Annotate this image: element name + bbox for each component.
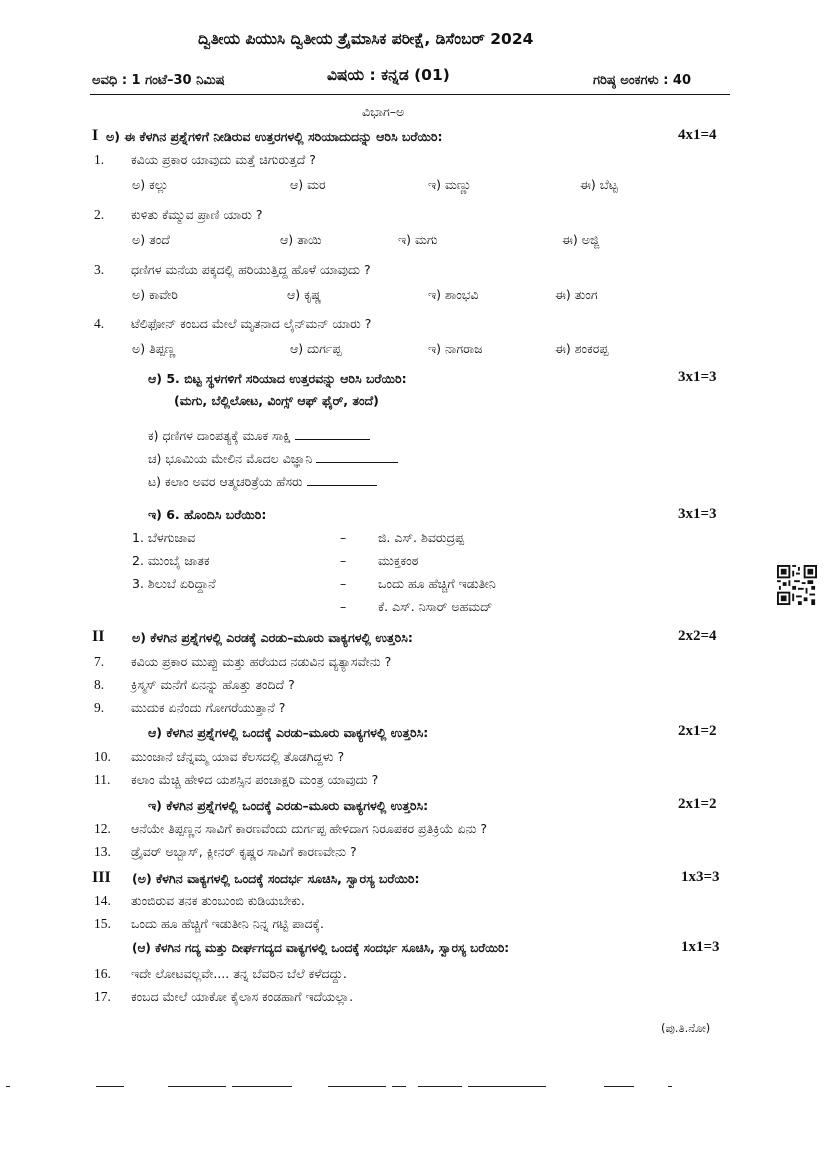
answer-blank (316, 461, 398, 463)
q3-part-a-marks: 1x3=3 (681, 869, 720, 885)
q1-marks: 4x1=4 (678, 127, 717, 143)
question-number: 11. (94, 772, 111, 787)
option-c: ಇ) ನಾಗರಾಜ (428, 341, 483, 356)
option-d: ಈ) ತುಂಗ (555, 287, 598, 302)
question-number: 3. (94, 262, 105, 277)
q3-part-b-marks: 1x1=3 (681, 939, 720, 955)
match-right-item: ಮುಕ್ತಕಂಠ (378, 553, 419, 568)
q3-part-a-instruction: (ಅ) ಕೆಳಗಿನ ವಾಕ್ಯಗಳಲ್ಲಿ ಒಂದಕ್ಕೆ ಸಂದರ್ಭ ಸೂಚಿಸಿ, ಸ್ವಾರಸ್ಯ ಬರೆಯಿರಿ: (132, 871, 420, 886)
q2-roman: II (92, 628, 105, 645)
option-c: ಇ) ಮಣ್ಣು (428, 177, 472, 192)
question-text: ಕವಿಯ ಪ್ರಕಾರ ಯಾವುದು ಮತ್ತೆ ಚಿಗುರುತ್ತದೆ ? (131, 152, 316, 167)
question-text: ಟೆಲಿಫೋನ್ ಕಂಬದ ಮೇಲೆ ಮೃತನಾದ ಲೈನ್‌ಮನ್ ಯಾರು ? (131, 316, 372, 331)
question-number: 15. (94, 916, 111, 931)
question-text: ಕಲಾಂ ಮೆಚ್ಚಿ ಹೇಳಿದ ಯಶಸ್ಸಿನ ಪಂಚಾಕ್ಷರಿ ಮಂತ್ರ ಯಾವುದು ? (131, 772, 379, 787)
match-right-item: ಒಂದು ಹೂ ಹೆಚ್ಚಿಗೆ ಇಡುತೀನಿ (378, 576, 496, 591)
header-divider (90, 94, 730, 95)
scan-mark (604, 1086, 634, 1087)
question-number: 10. (94, 749, 111, 764)
question-text: ಮುದುಕ ಏನೆಂದು ಗೋಗರೆಯುತ್ತಾನೆ ? (131, 700, 286, 715)
match-marks: 3x1=3 (678, 506, 717, 522)
qr-code (777, 565, 817, 605)
option-b: ಆ) ಕೃಷ್ಣ (287, 287, 322, 302)
fill-item-text: ಟ) ಕಲಾಂ ಅವರ ಆತ್ಮಚರಿತ್ರೆಯ ಹೆಸರು (148, 474, 303, 489)
question-number: 8. (94, 677, 105, 692)
match-dash: – (340, 576, 347, 591)
answer-blank (307, 484, 377, 486)
match-instruction: ಇ) 6. ಹೊಂದಿಸಿ ಬರೆಯಿರಿ: (148, 507, 267, 522)
fill-item (148, 474, 377, 490)
option-b: ಆ) ತಾಯಿ (280, 232, 322, 247)
match-left-item: 2. ಮುಂಬೈ ಜಾತಕ (132, 553, 210, 568)
q1-roman: I (92, 127, 99, 144)
option-a: ಅ) ತಿಪ್ಪಣ್ಣ (132, 341, 176, 356)
question-number: 16. (94, 966, 111, 981)
question-number: 9. (94, 700, 105, 715)
exam-title: ದ್ವಿತೀಯ ಪಿಯುಸಿ ದ್ವಿತೀಯ ತ್ರೈಮಾಸಿಕ ಪರೀಕ್ಷೆ, ಡಿಸೆಂಬರ್ 2024 (198, 30, 534, 48)
option-d: ಈ) ಬೆಟ್ಟ (580, 177, 618, 192)
question-text: ಇದೇ ಲೋಟವಲ್ಲವೇ.... ತನ್ನ ಬೆವರಿನ ಬೆಲೆ ಕಳೆದದ್ದು. (131, 966, 347, 981)
fill-instruction: ಆ) 5. ಬಿಟ್ಟ ಸ್ಥಳಗಳಿಗೆ ಸರಿಯಾದ ಉತ್ತರವನ್ನು ಆರಿಸಿ ಬರೆಯಿರಿ: (148, 371, 407, 386)
question-text: ಕುಳಿತು ಕೆಮ್ಮುವ ಪ್ರಾಣಿ ಯಾರು ? (131, 207, 263, 222)
answer-blank (295, 438, 370, 440)
q1-instruction: ಅ) ಈ ಕೆಳಗಿನ ಪ್ರಶ್ನೆಗಳಿಗೆ ನೀಡಿರುವ ಉತ್ತರಗಳಲ್ಲಿ ಸರಿಯಾದುದನ್ನು ಆರಿಸಿ ಬರೆಯಿರಿ: (106, 129, 443, 144)
subject-label: ವಿಷಯ : ಕನ್ನಡ (01) (327, 66, 450, 84)
match-dash: – (340, 530, 347, 545)
option-b: ಆ) ಮರ (290, 177, 326, 192)
scan-mark (418, 1086, 462, 1087)
question-text: ಮುಂಜಾನೆ ಚೆನ್ನಮ್ಮ ಯಾವ ಕೆಲಸದಲ್ಲಿ ತೊಡಗಿದ್ದಳು ? (131, 749, 345, 764)
duration-label: ಅವಧಿ : 1 ಗಂಟೆ–30 ನಿಮಿಷ (92, 73, 225, 88)
option-a: ಅ) ಕಾವೇರಿ (132, 287, 178, 302)
fill-choices: (ಮಗು, ಬೆಲ್ಲಿಲೋಟ, ವಿಂಗ್ಸ್ ಆಫ್ ಫೈರ್, ತಂದೆ) (174, 393, 379, 408)
max-marks-label: ಗರಿಷ್ಠ ಅಂಕಗಳು : 40 (593, 73, 692, 88)
fill-marks: 3x1=3 (678, 369, 717, 385)
question-text: ಒಂದು ಹೂ ಹೆಚ್ಚಿಗೆ ಇಡುತೀನಿ ನಿನ್ನ ಗಟ್ಟಿ ಪಾದಕ್ಕೆ. (131, 916, 324, 931)
q2-part-a-marks: 2x2=4 (678, 628, 717, 644)
question-text: ಧಣಿಗಳ ಮನೆಯ ಪಕ್ಕದಲ್ಲಿ ಹರಿಯುತ್ತಿದ್ದ ಹೊಳೆ ಯಾವುದು ? (131, 262, 371, 277)
q2-part-b-instruction: ಆ) ಕೆಳಗಿನ ಪ್ರಶ್ನೆಗಳಲ್ಲಿ ಒಂದಕ್ಕೆ ಎರಡು–ಮೂರು ವಾಕ್ಯಗಳಲ್ಲಿ ಉತ್ತರಿಸಿ: (148, 725, 429, 740)
option-a: ಅ) ತಂದೆ (132, 232, 170, 247)
question-text: ಕಂಬದ ಮೇಲೆ ಯಾಕೋ ಕೈಲಾಸ ಕಂಡಹಾಗೆ ಇದೆಯಲ್ಲಾ. (131, 989, 354, 1004)
question-number: 2. (94, 207, 105, 222)
option-d: ಈ) ಅಜ್ಜಿ (562, 232, 600, 247)
question-number: 4. (94, 316, 105, 331)
q2-part-c-marks: 2x1=2 (678, 796, 717, 812)
question-number: 12. (94, 821, 111, 836)
option-c: ಇ) ಮಗು (398, 232, 438, 247)
please-turn-over: (ಪು.ತಿ.ನೋ) (661, 1021, 711, 1035)
scan-mark (668, 1086, 672, 1087)
question-text: ಕ್ರಿಸ್ಮಸ್ ಮನೆಗೆ ಏನನ್ನು ಹೊತ್ತು ತಂದಿದೆ ? (131, 677, 295, 692)
scan-mark (392, 1086, 406, 1087)
fill-item (148, 428, 370, 444)
scan-mark (232, 1086, 292, 1087)
option-b: ಆ) ದುರ್ಗಪ್ಪ (290, 341, 342, 356)
scan-mark (468, 1086, 546, 1087)
match-right-item: ಜಿ. ಎಸ್. ಶಿವರುದ್ರಪ್ಪ (378, 530, 465, 545)
section-title: ವಿಭಾಗ–ಅ (362, 104, 405, 119)
question-text: ಕವಿಯ ಪ್ರಕಾರ ಮುಪ್ಪು ಮತ್ತು ಹರೆಯದ ನಡುವಿನ ವ್ಯತ್ಯಾಸವೇನು ? (131, 654, 392, 669)
fill-item-text: ಕ) ಧಣಿಗಳ ದಾಂಪತ್ಯಕ್ಕೆ ಮೂಕ ಸಾಕ್ಷಿ (148, 428, 291, 443)
q2-part-c-instruction: ಇ) ಕೆಳಗಿನ ಪ್ರಶ್ನೆಗಳಲ್ಲಿ ಒಂದಕ್ಕೆ ಎರಡು–ಮೂರು ವಾಕ್ಯಗಳಲ್ಲಿ ಉತ್ತರಿಸಿ: (148, 798, 429, 813)
q3-part-b-instruction: (ಆ) ಕೆಳಗಿನ ಗದ್ಯ ಮತ್ತು ದೀರ್ಘಗದ್ಯದ ವಾಕ್ಯಗಳಲ್ಲಿ ಒಂದಕ್ಕೆ ಸಂದರ್ಭ ಸೂಚಿಸಿ, ಸ್ವಾರಸ್ಯ ಬರೆಯಿರಿ: (132, 941, 510, 955)
question-number: 13. (94, 844, 111, 859)
scan-mark (168, 1086, 226, 1087)
question-number: 7. (94, 654, 105, 669)
scan-mark (6, 1086, 10, 1087)
fill-item (148, 451, 398, 467)
q3-roman: III (92, 869, 111, 886)
question-number: 1. (94, 152, 105, 167)
option-d: ಈ) ಶಂಕರಪ್ಪ (555, 341, 609, 356)
question-text: ಡ್ರೈವರ್ ಅಬ್ಬಾಸ್, ಕ್ಲೀನರ್ ಕೃಷ್ಣರ ಸಾವಿಗೆ ಕಾರಣವೇನು ? (131, 844, 357, 859)
match-left-item: 3. ಶಿಲುಬೆ ಏರಿದ್ದಾನೆ (132, 576, 216, 591)
q2-part-a-instruction: ಅ) ಕೆಳಗಿನ ಪ್ರಶ್ನೆಗಳಲ್ಲಿ ಎರಡಕ್ಕೆ ಎರಡು–ಮೂರು ವಾಕ್ಯಗಳಲ್ಲಿ ಉತ್ತರಿಸಿ: (132, 630, 413, 645)
match-right-item: ಕೆ. ಎಸ್. ನಿಸಾರ್ ಅಹಮದ್ (378, 599, 493, 614)
match-left-item: 1. ಬೆಳಗುಜಾವ (132, 530, 196, 545)
question-number: 17. (94, 989, 111, 1004)
fill-item-text: ಚ) ಭೂಮಿಯ ಮೇಲಿನ ಮೊದಲ ವಿಜ್ಞಾನಿ (148, 451, 313, 466)
question-text: ತುಂಬಿರುವ ತನಕ ತುಂಬುಂಬಿ ಕುಡಿಯಬೇಕು. (131, 893, 305, 908)
scan-mark (328, 1086, 386, 1087)
option-c: ಇ) ಶಾಂಭವಿ (428, 287, 479, 302)
question-text: ಆನೆಯೇ ತಿಪ್ಪಣ್ಣನ ಸಾವಿಗೆ ಕಾರಣವೆಂದು ದುರ್ಗಪ್ಪ ಹೇಳಿದಾಗ ನಿರೂಪಕರ ಪ್ರತಿಕ್ರಿಯೆ ಏನು ? (131, 821, 488, 836)
match-dash: – (340, 553, 347, 568)
option-a: ಅ) ಕಲ್ಲು (132, 177, 169, 192)
question-number: 14. (94, 893, 111, 908)
match-dash: – (340, 599, 347, 614)
scan-mark (96, 1086, 124, 1087)
q2-part-b-marks: 2x1=2 (678, 723, 717, 739)
